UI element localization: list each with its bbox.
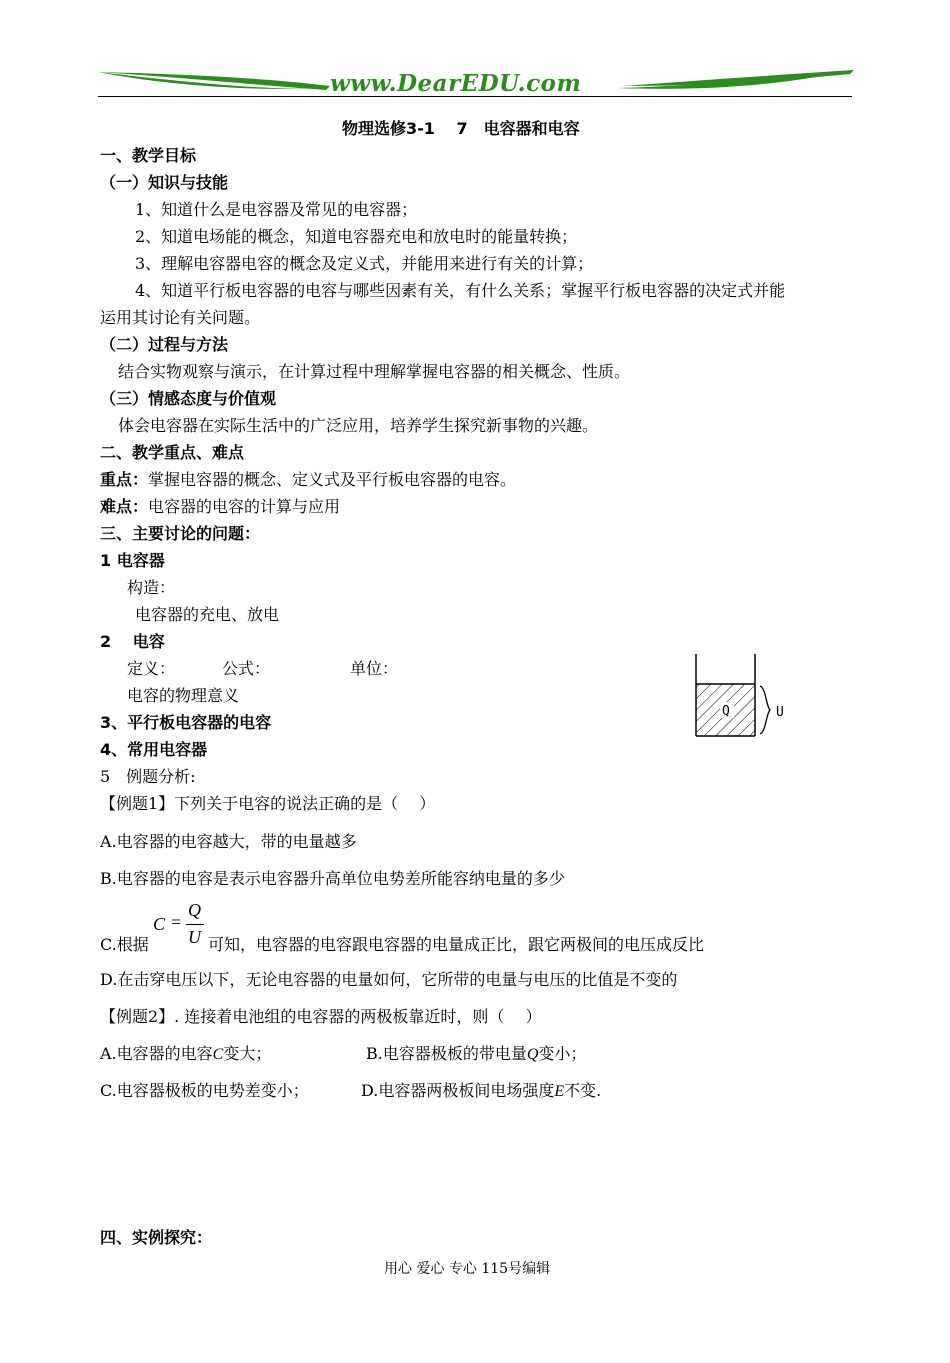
subheading-knowledge: （一）知识与技能 [100, 173, 229, 192]
section-heading-1: 一、教学目标 [100, 146, 197, 165]
formula-c: C [153, 914, 166, 934]
example-2-option-a-var: C [212, 1046, 224, 1063]
key-point [100, 467, 516, 490]
section-heading-3: 三、主要讨论的问题： [100, 524, 261, 543]
topic-1: 1 电容器 [100, 551, 165, 570]
topic-2: 2 电容 [100, 632, 165, 651]
objective-item-2: 2、知道电场能的概念，知道电容器充电和放电时的能量转换； [135, 227, 578, 246]
charge-label-q: Q [722, 704, 730, 719]
capacitor-diagram [686, 652, 798, 744]
key-point-text: 掌握电容器的概念、定义式及平行板电容器的电容。 [148, 470, 517, 489]
example-1-option-c-prefix: C.根据 [100, 935, 149, 954]
example-2-option-b-pre: B.电容器极板的带电量 [366, 1044, 527, 1063]
example-2-option-d [361, 1078, 601, 1101]
formula-equals: = [171, 912, 182, 932]
example-2-option-d-pre: D.电容器两极板间电场强度 [361, 1081, 555, 1100]
section-heading-4: 四、实例探究： [100, 1228, 213, 1247]
capacitance-formula [150, 900, 210, 952]
definition-label: 定义： [127, 659, 176, 678]
formula-label: 公式： [222, 659, 271, 678]
example-2-option-c: C.电容器极板的电势差变小； [100, 1081, 309, 1100]
voltage-label-u: U [776, 705, 784, 720]
topic-1-charging: 电容器的充电、放电 [135, 605, 280, 624]
example-1-option-c-text: 可知，电容器的电容跟电容器的电量成正比，跟它两极间的电压成反比 [208, 935, 705, 954]
topic-1-structure: 构造： [127, 578, 176, 597]
example-1-question: 【例题1】下列关于电容的说法正确的是（ ） [100, 794, 436, 813]
example-2-option-d-var: E [554, 1083, 565, 1100]
objective-item-4: 4、知道平行板电容器的电容与哪些因素有关，有什么关系；掌握平行板电容器的决定式并能 [135, 281, 786, 300]
subheading-attitude: （三）情感态度与价值观 [100, 389, 277, 408]
example-2-option-b-post: 变小； [538, 1044, 587, 1063]
page-title: 物理选修3-1 7 电容器和电容 [342, 119, 580, 138]
section-heading-2: 二、教学重点、难点 [100, 443, 245, 462]
site-logo-text: www.DearEDU.com [330, 70, 582, 97]
formula-denominator-u: U [188, 927, 201, 947]
example-1-option-b: B.电容器的电容是表示电容器升高单位电势差所能容纳电量的多少 [100, 869, 565, 888]
page-footer: 用心 爱心 专心 115号编辑 [384, 1261, 551, 1277]
example-2-option-b-var: Q [526, 1046, 539, 1063]
process-text: 结合实物观察与演示，在计算过程中理解掌握电容器的相关概念、性质。 [118, 362, 631, 381]
objective-item-4-cont: 运用其讨论有关问题。 [100, 308, 261, 327]
formula-numerator-q: Q [188, 900, 201, 920]
topic-3: 3、平行板电容器的电容 [100, 713, 272, 732]
header-rule [98, 96, 852, 97]
subheading-process: （二）过程与方法 [100, 335, 229, 354]
unit-label: 单位： [350, 659, 399, 678]
difficult-point-label: 难点： [100, 497, 149, 516]
example-2-option-b [366, 1041, 586, 1064]
topic-5: 5 例题分析: [100, 767, 196, 786]
difficult-point-text: 电容器的电容的计算与应用 [148, 497, 341, 516]
example-2-question: 【例题2】. 连接着电池组的电容器的两极板靠近时，则（ ） [100, 1007, 542, 1026]
key-point-label: 重点： [100, 470, 149, 489]
example-1-option-a: A.电容器的电容越大，带的电量越多 [100, 832, 357, 851]
example-2-option-a [100, 1041, 271, 1064]
objective-item-1: 1、知道什么是电容器及常见的电容器； [135, 200, 418, 219]
example-2-option-a-pre: A.电容器的电容 [100, 1044, 213, 1063]
topic-4: 4、常用电容器 [100, 740, 208, 759]
objective-item-3: 3、理解电容器电容的概念及定义式，并能用来进行有关的计算； [135, 254, 594, 273]
fraction-bar [186, 924, 204, 925]
attitude-text: 体会电容器在实际生活中的广泛应用，培养学生探究新事物的兴趣。 [118, 416, 599, 435]
example-2-option-a-post: 变大； [223, 1044, 272, 1063]
difficult-point [100, 494, 340, 517]
example-2-option-d-post: 不变. [564, 1081, 602, 1100]
example-1-option-d: D.在击穿电压以下，无论电容器的电量如何，它所带的电量与电压的比值是不变的 [100, 970, 678, 989]
physical-meaning: 电容的物理意义 [127, 686, 240, 705]
